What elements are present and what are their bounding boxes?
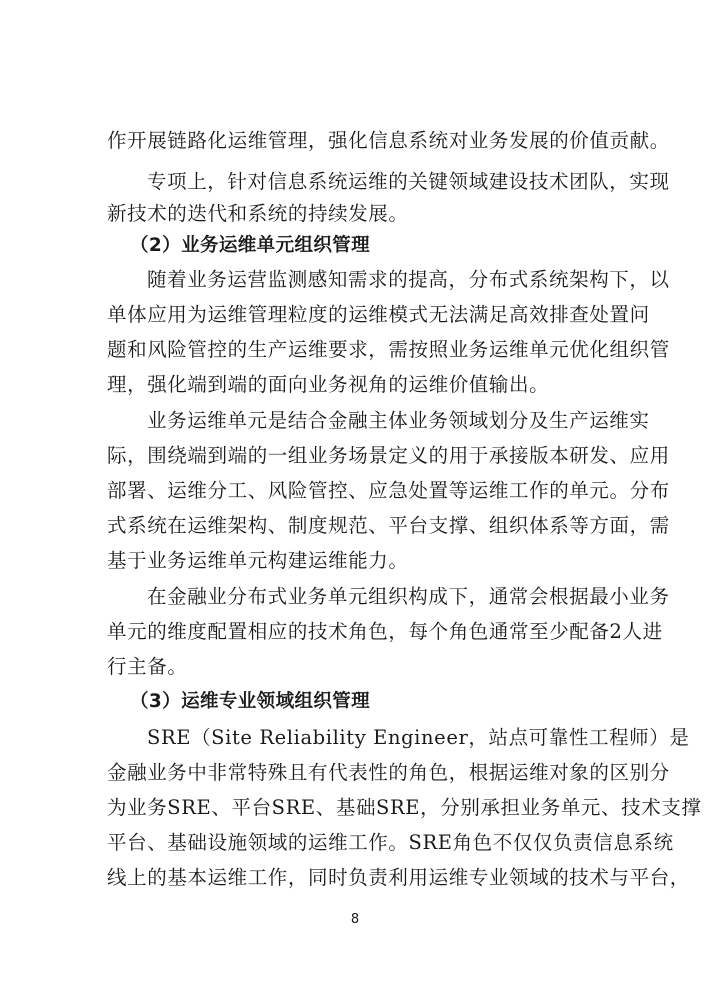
paragraph-line: 随着业务运营监测感知需求的提高，分布式系统架构下，以: [147, 268, 670, 291]
paragraph-line: 单体应用为运维管理粒度的运维模式无法满足高效排查处置问: [107, 303, 650, 326]
paragraph-line: 式系统在运维架构、制度规范、平台支撑、组织体系等方面，需: [107, 514, 670, 537]
paragraph-line: 单元的维度配置相应的技术角色，每个角色通常至少配备2人进: [107, 620, 663, 643]
paragraph-line: 业务运维单元是结合金融主体业务领域划分及生产运维实: [147, 409, 650, 432]
paragraph-line: 题和风险管控的生产运维要求，需按照业务运维单元优化组织管: [107, 338, 670, 361]
paragraph-line: 基于业务运维单元构建运维能力。: [107, 549, 409, 572]
paragraph-line: 理，强化端到端的面向业务视角的运维价值输出。: [107, 373, 550, 396]
paragraph-line: 际，围绕端到端的一组业务场景定义的用于承接版本研发、应用: [107, 444, 670, 467]
section-heading: （3）运维专业领域组织管理: [130, 691, 371, 712]
section-heading: （2）业务运维单元组织管理: [130, 235, 371, 256]
paragraph-line: 部署、运维分工、风险管控、应急处置等运维工作的单元。分布: [107, 479, 670, 502]
paragraph-line: 行主备。: [107, 655, 188, 678]
paragraph-line: 新技术的迭代和系统的持续发展。: [107, 202, 409, 225]
page-number: 8: [350, 912, 360, 927]
paragraph-line: SRE（Site Reliability Engineer，站点可靠性工程师）是: [147, 726, 690, 749]
paragraph-line: 金融业务中非常特殊且有代表性的角色，根据运维对象的区别分: [107, 761, 670, 784]
paragraph-line: 作开展链路化运维管理，强化信息系统对业务发展的价值贡献。: [107, 129, 670, 152]
paragraph-line: 专项上，针对信息系统运维的关键领域建设技术团队，实现: [147, 170, 670, 193]
paragraph-line: 为业务SRE、平台SRE、基础SRE，分别承担业务单元、技术支撑: [107, 796, 702, 819]
paragraph-line: 在金融业分布式业务单元组织构成下，通常会根据最小业务: [147, 585, 670, 608]
paragraph-line: 线上的基本运维工作，同时负责利用运维专业领域的技术与平台，: [107, 866, 690, 889]
paragraph-line: 平台、基础设施领域的运维工作。SRE角色不仅仅负责信息系统: [107, 831, 674, 854]
